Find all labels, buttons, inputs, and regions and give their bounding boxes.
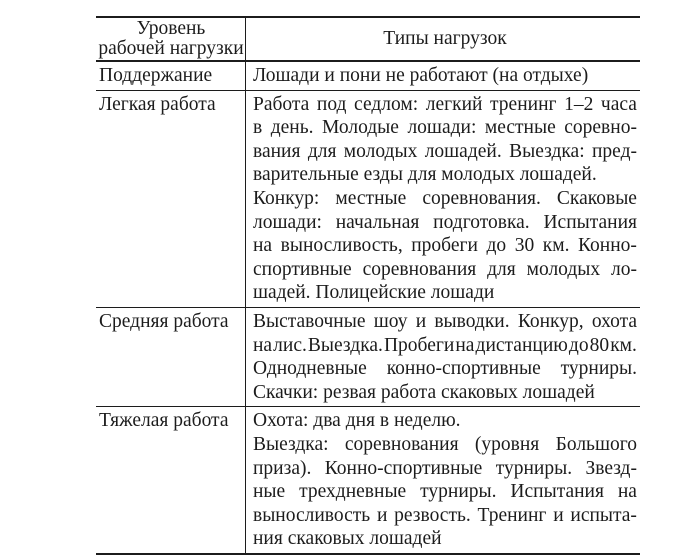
text-line: в день. Молодые лошади: местные соревно- bbox=[253, 117, 637, 139]
text-line: Работа под седлом: легкий тренинг 1–2 часа bbox=[253, 93, 637, 115]
workload-level-label: Поддержание bbox=[99, 65, 213, 86]
text-line: шадей. Полицейские лошади bbox=[253, 282, 495, 304]
load-types-cell bbox=[246, 407, 640, 553]
workload-level-label: Легкая работа bbox=[99, 93, 216, 115]
header-workload-level-line2: рабочей нагрузки bbox=[98, 38, 244, 59]
text-line: варительные езды для молодых лошадей. bbox=[253, 164, 597, 186]
table-row bbox=[96, 407, 640, 553]
table-header-row bbox=[96, 18, 640, 62]
text-line: Лошади и пони не работают (на отдыхе) bbox=[253, 65, 589, 86]
text-line: Скачки: резвая работа скаковых лошадей bbox=[253, 381, 595, 403]
text-line: выносливость и резвость. Тренинг и испыта- bbox=[253, 504, 637, 526]
load-types-cell bbox=[246, 308, 640, 406]
workload-level-cell bbox=[96, 308, 246, 406]
header-load-types-label: Типы нагрузок bbox=[383, 28, 507, 49]
workload-level-cell bbox=[96, 91, 246, 307]
text-line: Однодневные конно-спортивные турниры. bbox=[253, 358, 637, 380]
table-row bbox=[96, 91, 640, 308]
header-workload-level bbox=[96, 18, 246, 60]
header-workload-level-line1: Уровень bbox=[136, 18, 206, 39]
table-row bbox=[96, 62, 640, 91]
text-line: вания для молодых лошадей. Выездка: пред- bbox=[253, 140, 637, 162]
workload-level-label: Средняя работа bbox=[99, 310, 229, 332]
load-types-cell bbox=[246, 91, 640, 307]
workload-table bbox=[96, 16, 640, 555]
text-line: ния скаковых лошадей bbox=[253, 528, 442, 550]
table-row bbox=[96, 308, 640, 407]
text-line: Выставочные шоу и выводки. Конкур, охота bbox=[253, 310, 637, 332]
text-line: приза). Конно-спортивные турниры. Звезд- bbox=[253, 457, 637, 479]
text-line: на выносливость, пробеги до 30 км. Конно- bbox=[253, 235, 637, 257]
load-types-cell bbox=[246, 62, 640, 90]
text-line: спортивные соревнования для молодых ло- bbox=[253, 258, 637, 280]
workload-level-label: Тяжелая работа bbox=[99, 410, 229, 432]
text-line: лошади: начальная подготовка. Испытания bbox=[253, 211, 637, 233]
table-body bbox=[96, 62, 640, 553]
workload-level-cell bbox=[96, 62, 246, 90]
text-line: Выездка: соревнования (уровня Большого bbox=[253, 433, 637, 455]
header-load-types bbox=[246, 18, 640, 60]
text-line: Конкур: местные соревнования. Скаковые bbox=[253, 187, 637, 209]
text-line: Охота: два дня в неделю. bbox=[253, 410, 461, 432]
workload-level-cell bbox=[96, 407, 246, 553]
text-line: ные трехдневные турниры. Испытания на bbox=[253, 481, 637, 503]
text-line: на лис. Выездка. Пробеги на дистанцию до 80 км. bbox=[253, 334, 637, 356]
